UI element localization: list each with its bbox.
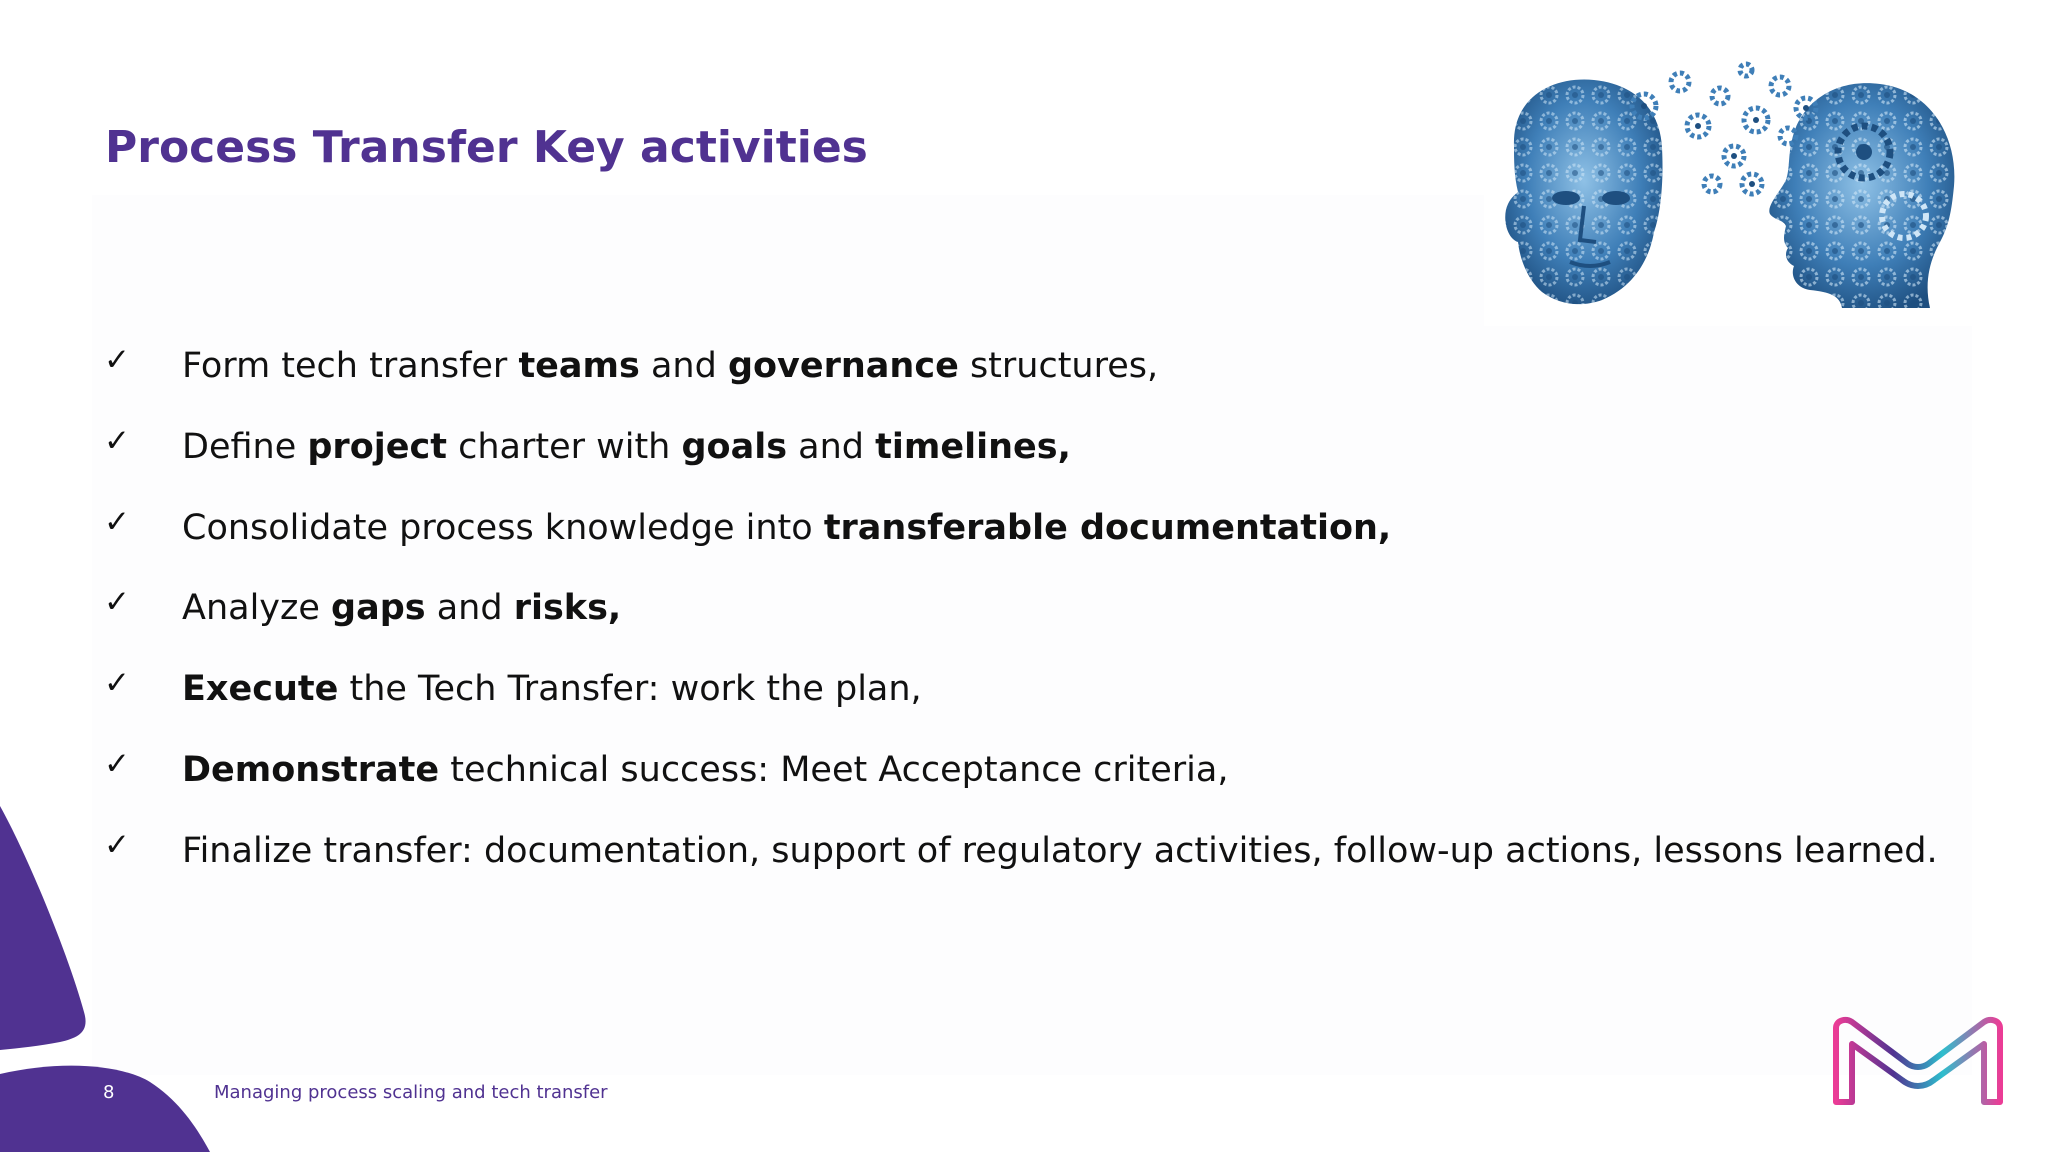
bullet-item [0,740,2000,800]
bullet-item [0,659,2000,719]
bullet-plain-text: Form tech transfer [182,346,519,386]
bullet-plain-text: Analyze [182,588,332,628]
checkmark-icon: ✓ [104,423,130,459]
checkmark-icon: ✓ [104,504,130,540]
bullet-item [0,336,2000,396]
checkmark-icon: ✓ [104,827,130,863]
bullet-text [182,417,1071,477]
footer-text: Managing process scaling and tech transfer [214,1082,608,1103]
checkmark-icon: ✓ [104,342,130,378]
bullet-item [0,498,2000,558]
bullet-plain-text: Finalize transfer: documentation, support of regulatory activities, follow-up actions, lessons learned. [182,831,1938,871]
bullet-bold-text: risks, [513,588,622,628]
bullet-plain-text: charter with [446,427,682,467]
bullet-plain-text: technical success: Meet Acceptance criteria, [439,750,1229,790]
bullet-plain-text: structures, [958,346,1159,386]
bullet-plain-text: and [425,588,514,628]
bullet-plain-text: Consolidate process knowledge into [182,508,824,548]
bullet-text [182,740,1228,800]
bullet-plain-text: the Tech Transfer: work the plan, [338,669,922,709]
bullet-item [0,417,2000,477]
bullet-item [0,578,2000,638]
bullet-bold-text: Execute [182,669,339,709]
bullet-text [182,498,1391,558]
bullet-bold-text: project [307,427,447,467]
page-title: Process Transfer Key activities [105,122,868,173]
bullet-plain-text: and [787,427,876,467]
checkmark-icon: ✓ [104,584,130,620]
bullet-bold-text: goals [681,427,788,467]
gear-heads-icon [1484,56,1974,326]
bullet-bold-text: gaps [331,588,426,628]
page-number: 8 [103,1082,115,1103]
bullet-text [182,659,922,719]
checkmark-icon: ✓ [104,665,130,701]
bullet-bold-text: transferable documentation, [823,508,1392,548]
brand-m-logo-icon [1828,1014,2008,1110]
bullet-text [182,821,1938,881]
bullet-text [182,336,1158,396]
bullet-text [182,578,621,638]
bullet-bold-text: governance [727,346,959,386]
bullet-item [0,821,2000,881]
bullet-plain-text: and [639,346,728,386]
bullet-plain-text: Define [182,427,308,467]
checkmark-icon: ✓ [104,746,130,782]
bullet-bold-text: Demonstrate [182,750,440,790]
bullet-bold-text: timelines, [875,427,1071,467]
bullet-bold-text: teams [518,346,640,386]
